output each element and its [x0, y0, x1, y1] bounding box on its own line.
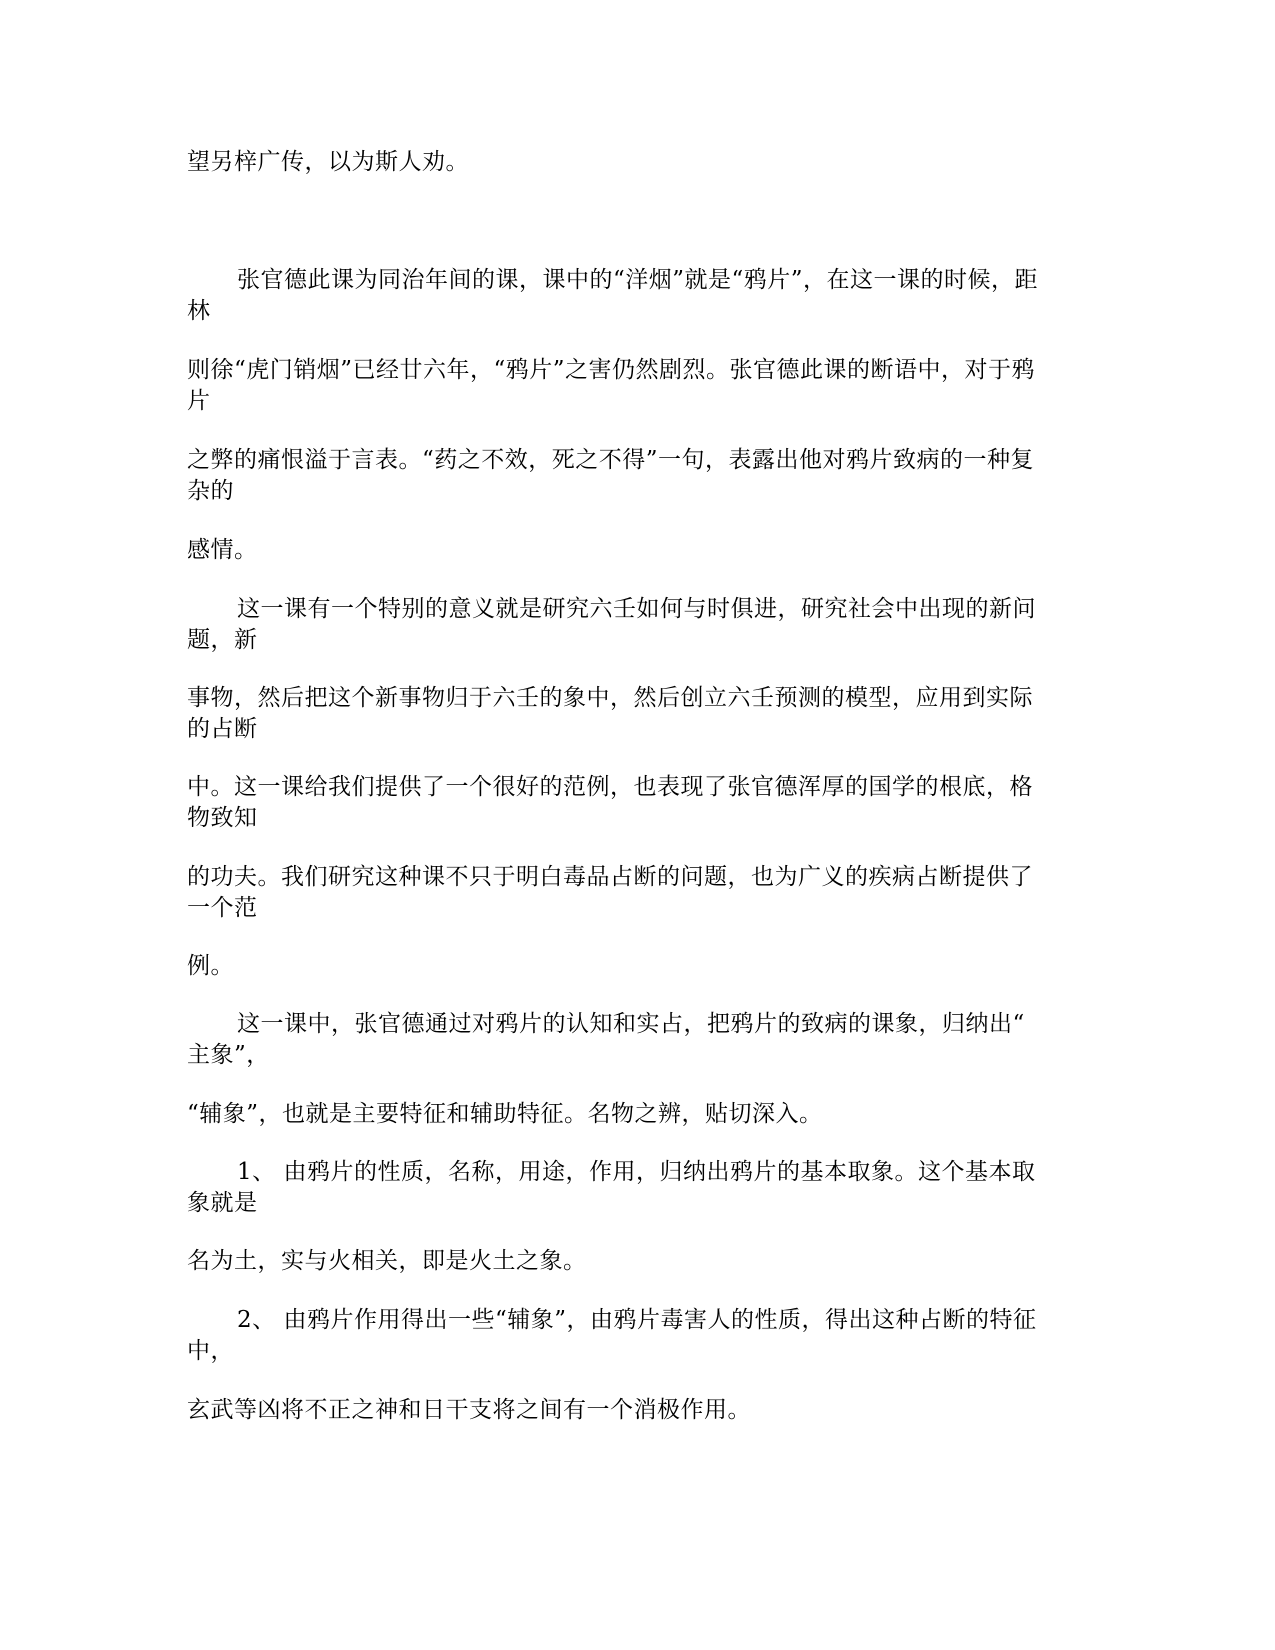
list-item-line: 2、 由鸦片作用得出一些“辅象”，由鸦片毒害人的性质，得出这种占断的特征 — [237, 1307, 1037, 1333]
text-line: 一个范 — [187, 895, 258, 921]
text-line: 之弊的痛恨溢于言表。“药之不效，死之不得”一句，表露出他对鸦片致病的一种复 — [187, 447, 1035, 473]
list-item-line: 1、 由鸦片的性质，名称，用途，作用，归纳出鸦片的基本取象。这个基本取 — [237, 1159, 1036, 1185]
text-line: 望另梓广传，以为斯人劝。 — [187, 149, 469, 175]
text-line: 例。 — [187, 953, 234, 979]
text-line: 的占断 — [187, 716, 258, 742]
text-line: 象就是 — [187, 1190, 258, 1216]
text-line: 中， — [187, 1338, 234, 1364]
text-line: 中。这一课给我们提供了一个很好的范例，也表现了张官德浑厚的国学的根底，格 — [187, 774, 1033, 800]
text-line: 这一课中，张官德通过对鸦片的认知和实占，把鸦片的致病的课象，归纳出“ — [237, 1011, 1025, 1037]
text-line: 感情。 — [187, 537, 258, 563]
text-line: 这一课有一个特别的意义就是研究六壬如何与时俱进，研究社会中出现的新问 — [237, 596, 1036, 622]
text-line: 玄武等凶将不正之神和日干支将之间有一个消极作用。 — [187, 1397, 751, 1423]
text-line: 物致知 — [187, 805, 258, 831]
text-line: 林 — [187, 298, 211, 324]
text-line: 主象”， — [187, 1042, 270, 1068]
text-line: 张官德此课为同治年间的课，课中的“洋烟”就是“鸦片”，在这一课的时候，距 — [237, 267, 1039, 293]
text-line: 则徐“虎门销烟”已经廿六年，“鸦片”之害仍然剧烈。张官德此课的断语中，对于鸦 — [187, 357, 1036, 383]
text-line: 片 — [187, 388, 211, 414]
text-line: 事物，然后把这个新事物归于六壬的象中，然后创立六壬预测的模型，应用到实际 — [187, 685, 1033, 711]
text-line: “辅象”，也就是主要特征和辅助特征。名物之辨，贴切深入。 — [187, 1101, 823, 1127]
text-line: 题，新 — [187, 627, 258, 653]
text-line: 的功夫。我们研究这种课不只于明白毒品占断的问题，也为广义的疾病占断提供了 — [187, 864, 1033, 890]
text-line: 名为土，实与火相关，即是火土之象。 — [187, 1248, 587, 1274]
text-line: 杂的 — [187, 478, 234, 504]
